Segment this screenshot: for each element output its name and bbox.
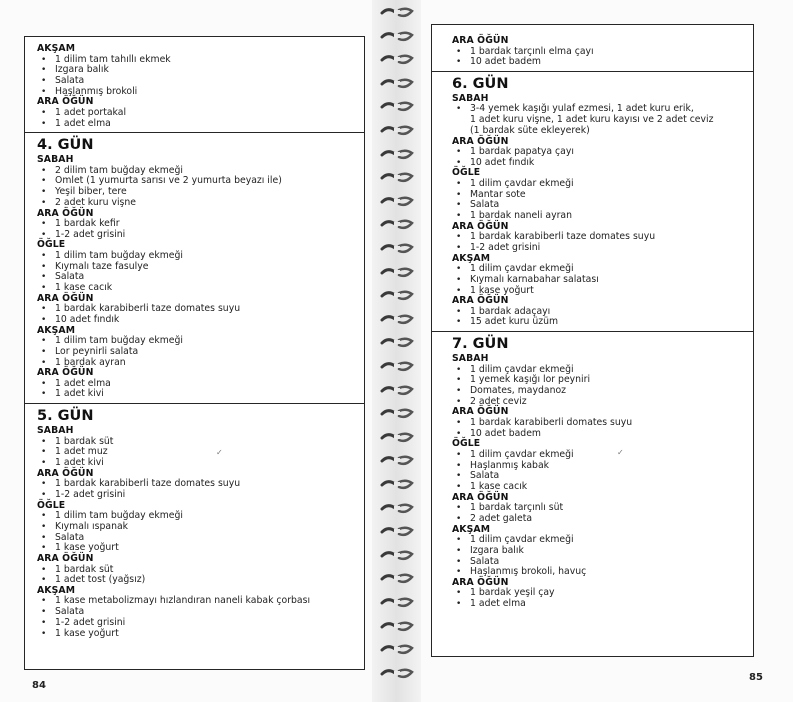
meal-section — [452, 222, 743, 254]
meal-heading: SABAH — [452, 92, 489, 104]
meal-item: • Salata — [452, 471, 743, 482]
meal-item: • Salata — [37, 533, 354, 544]
meal-item: • Izgara balık — [452, 546, 743, 557]
meal-item: • Kıymalı taze fasulye — [37, 262, 354, 273]
meal-section — [452, 94, 743, 137]
meal-item: • 1 bardak karabiberli taze domates suyu — [37, 479, 354, 490]
left-menu-box — [24, 36, 365, 670]
meal-section — [452, 137, 743, 169]
meal-heading: ARA ÖĞÜN — [37, 467, 94, 479]
divider-line — [432, 331, 753, 332]
meal-section — [452, 296, 743, 328]
meal-item: • Salata — [452, 200, 743, 211]
meal-item: • Yeşil biber, tere — [37, 187, 354, 198]
meal-heading: ARA ÖĞÜN — [37, 553, 94, 564]
meal-heading: ARA ÖĞÜN — [452, 135, 509, 147]
meal-section — [452, 578, 743, 610]
meal-item: • 1 adet portakal — [37, 108, 354, 119]
meal-list — [37, 479, 354, 500]
spiral-ring-icon — [379, 360, 415, 373]
meal-heading: ARA ÖĞÜN — [37, 367, 94, 379]
meal-item: • Salata — [37, 607, 354, 618]
day-title: 5. GÜN — [37, 408, 94, 425]
meal-section — [37, 469, 354, 501]
meal-heading: AKŞAM — [452, 252, 491, 264]
meal-list — [37, 219, 354, 240]
meal-item: • 10 adet fındık — [452, 158, 743, 169]
meal-item: • 1 bardak süt — [37, 565, 354, 576]
meal-item: • 1-2 adet grisini — [37, 490, 354, 501]
meal-section — [452, 525, 743, 578]
meal-item: • 1 yemek kaşığı lor peyniri — [452, 375, 743, 386]
meal-item: • Salata — [452, 557, 743, 568]
meal-item: • 2 adet galeta — [452, 514, 743, 525]
meal-section — [37, 368, 354, 400]
meal-item: • 15 adet kuru üzüm — [452, 317, 743, 328]
spiral-ring-icon — [379, 454, 415, 467]
meal-item: • 1 kase cacık — [452, 482, 743, 493]
meal-item: • 1 bardak adaçayı — [452, 307, 743, 318]
meal-heading: ARA ÖĞÜN — [37, 207, 94, 219]
meal-item: • 1 adet elma — [452, 599, 743, 610]
divider-line — [25, 132, 364, 133]
meal-item: • 1-2 adet grisini — [37, 230, 354, 241]
meal-item: • 1 bardak ayran — [37, 358, 354, 369]
meal-list — [452, 503, 743, 524]
meal-item: • 1 dilim tam buğday ekmeği — [37, 511, 354, 522]
meal-section — [452, 168, 743, 221]
meal-heading: SABAH — [37, 425, 74, 437]
meal-section — [452, 493, 743, 525]
day-title: 6. GÜN — [452, 75, 509, 92]
meal-list — [452, 264, 743, 296]
meal-item: • 1 bardak karabiberli domates suyu — [452, 418, 743, 429]
meal-list — [37, 55, 354, 98]
spiral-ring-icon — [379, 336, 415, 349]
meal-item: • 1 adet elma — [37, 119, 354, 130]
meal-item: • Domates, maydanoz — [452, 386, 743, 397]
meal-list — [37, 379, 354, 400]
meal-section — [452, 254, 743, 297]
spiral-ring-icon — [379, 525, 415, 538]
meal-list — [37, 304, 354, 325]
pen-mark: ✓ — [216, 448, 223, 457]
meal-item: • 1 bardak naneli ayran — [452, 211, 743, 222]
meal-section — [37, 294, 354, 326]
meal-heading: ÖĞLE — [37, 499, 66, 511]
meal-list — [452, 47, 743, 68]
meal-item: • 1 bardak kefir — [37, 219, 354, 230]
divider-line — [432, 71, 753, 72]
meal-item: • 1 dilim çavdar ekmeği — [452, 450, 743, 461]
meal-section — [37, 240, 354, 293]
meal-item: • Haşlanmış brokoli — [37, 87, 354, 98]
meal-section — [37, 44, 354, 97]
meal-item: • 3-4 yemek kaşığı yulaf ezmesi, 1 adet kuru erik, 1 adet kuru vişne, 1 adet kuru kayısı ve 2 adet ceviz (1 bardak süte ekleyerek) — [452, 104, 743, 136]
meal-item: • 2 adet kuru vişne — [37, 198, 354, 209]
meal-heading: SABAH — [37, 154, 74, 166]
meal-list — [452, 232, 743, 253]
meal-heading: AKŞAM — [37, 584, 76, 596]
meal-list — [37, 108, 354, 129]
meal-heading: ARA ÖĞÜN — [37, 96, 94, 108]
spiral-ring-icon — [379, 596, 415, 609]
meal-heading: ARA ÖĞÜN — [452, 295, 509, 307]
meal-section — [452, 36, 743, 68]
right-menu-box — [431, 24, 754, 657]
spiral-ring-icon — [379, 549, 415, 562]
spiral-ring-icon — [379, 478, 415, 491]
meal-item: • 2 dilim tam buğday ekmeği — [37, 166, 354, 177]
meal-item: • 1 bardak yeşil çay — [452, 588, 743, 599]
meal-section — [452, 354, 743, 407]
meal-item: • 1 adet muz — [37, 447, 354, 458]
meal-item: • 1 adet kivi — [37, 389, 354, 400]
spiral-ring-icon — [379, 77, 415, 90]
meal-item: • 1 kase cacık — [37, 283, 354, 294]
meal-list — [37, 437, 354, 469]
spiral-ring-icon — [379, 431, 415, 444]
meal-item: • 1 kase metabolizmayı hızlandıran naneli kabak çorbası — [37, 596, 354, 607]
spiral-ring-icon — [379, 667, 415, 680]
meal-list — [452, 179, 743, 222]
meal-list — [452, 418, 743, 439]
meal-heading: AKŞAM — [37, 324, 76, 336]
meal-item: • Haşlanmış brokoli, havuç — [452, 567, 743, 578]
meal-list — [37, 596, 354, 639]
meal-section — [37, 426, 354, 469]
spiral-ring-icon — [379, 407, 415, 420]
meal-list — [452, 365, 743, 408]
meal-heading: ARA ÖĞÜN — [452, 220, 509, 232]
meal-heading: AKŞAM — [37, 43, 76, 54]
spiral-ring-icon — [379, 266, 415, 279]
meal-item: • Kıymalı ıspanak — [37, 522, 354, 533]
meal-heading: ÖĞLE — [452, 167, 481, 179]
meal-item: • 1 kase yoğurt — [37, 629, 354, 640]
meal-item: • Salata — [37, 272, 354, 283]
meal-section — [37, 554, 354, 586]
meal-section — [452, 407, 743, 439]
spiral-ring-icon — [379, 218, 415, 231]
meal-heading: ARA ÖĞÜN — [452, 35, 509, 46]
meal-item: • 10 adet badem — [452, 57, 743, 68]
meal-heading: ARA ÖĞÜN — [452, 406, 509, 418]
page-number-left: 84 — [32, 680, 46, 691]
meal-section — [37, 501, 354, 554]
spiral-ring-icon — [379, 6, 415, 19]
spiral-ring-icon — [379, 195, 415, 208]
meal-item: • 2 adet ceviz — [452, 397, 743, 408]
meal-item: • Haşlanmış kabak — [452, 461, 743, 472]
meal-item: • Omlet (1 yumurta sarısı ve 2 yumurta beyazı ile) — [37, 176, 354, 187]
spiral-ring-icon — [379, 620, 415, 633]
meal-list — [37, 565, 354, 586]
meal-item: • 1 dilim tam tahıllı ekmek — [37, 55, 354, 66]
meal-list — [37, 251, 354, 294]
day-title: 4. GÜN — [37, 137, 94, 154]
meal-list — [452, 535, 743, 578]
meal-item: • Lor peynirli salata — [37, 347, 354, 358]
meal-item: • 1 dilim çavdar ekmeği — [452, 264, 743, 275]
meal-list — [452, 307, 743, 328]
meal-heading: ÖĞLE — [452, 438, 481, 450]
meal-item: • Salata — [37, 76, 354, 87]
meal-section — [37, 97, 354, 129]
meal-item: • 1 bardak tarçınlı elma çayı — [452, 47, 743, 58]
spiral-ring-icon — [379, 148, 415, 161]
meal-section — [37, 155, 354, 208]
meal-item: • Izgara balık — [37, 65, 354, 76]
meal-item: • 1 adet elma — [37, 379, 354, 390]
spiral-ring-icon — [379, 100, 415, 113]
meal-heading: ARA ÖĞÜN — [452, 491, 509, 503]
spiral-ring-icon — [379, 384, 415, 397]
divider-line — [25, 403, 364, 404]
page-number-right: 85 — [749, 672, 763, 683]
pen-mark: ✓ — [617, 448, 624, 457]
meal-item: • 1 adet tost (yağsız) — [37, 575, 354, 586]
meal-item: • Kıymalı karnabahar salatası — [452, 275, 743, 286]
meal-section — [37, 586, 354, 639]
meal-item: • 10 adet badem — [452, 429, 743, 440]
spiral-ring-icon — [379, 572, 415, 585]
meal-list — [452, 147, 743, 168]
spiral-ring-icon — [379, 124, 415, 137]
meal-item: • 1 kase yoğurt — [37, 543, 354, 554]
meal-heading: AKŞAM — [452, 523, 491, 535]
meal-item: • 1 bardak süt — [37, 437, 354, 448]
day-title: 7. GÜN — [452, 336, 509, 353]
meal-item: • Mantar sote — [452, 190, 743, 201]
meal-list — [452, 104, 743, 136]
meal-item: • 1 bardak tarçınlı süt — [452, 503, 743, 514]
meal-list — [37, 336, 354, 368]
meal-item: • 1 bardak karabiberli taze domates suyu — [37, 304, 354, 315]
meal-item: • 1 dilim çavdar ekmeği — [452, 365, 743, 376]
spiral-ring-icon — [379, 242, 415, 255]
spiral-ring-icon — [379, 289, 415, 302]
meal-section — [37, 209, 354, 241]
meal-heading: ARA ÖĞÜN — [452, 576, 509, 588]
meal-list — [37, 166, 354, 209]
meal-heading: ÖĞLE — [37, 239, 66, 251]
meal-item: • 1 dilim tam buğday ekmeği — [37, 251, 354, 262]
meal-list — [452, 450, 743, 493]
meal-item: • 1-2 adet grisini — [37, 618, 354, 629]
meal-item: • 1 dilim tam buğday ekmeği — [37, 336, 354, 347]
meal-list — [37, 511, 354, 554]
spiral-ring-icon — [379, 502, 415, 515]
meal-item: • 10 adet fındık — [37, 315, 354, 326]
meal-heading: SABAH — [452, 353, 489, 365]
meal-item: • 1 kase yoğurt — [452, 286, 743, 297]
spiral-binding — [372, 0, 421, 702]
meal-heading: ARA ÖĞÜN — [37, 292, 94, 304]
meal-item: • 1-2 adet grisini — [452, 243, 743, 254]
meal-section — [37, 326, 354, 369]
spiral-ring-icon — [379, 171, 415, 184]
spiral-ring-icon — [379, 30, 415, 43]
meal-list — [452, 588, 743, 609]
spiral-ring-icon — [379, 313, 415, 326]
meal-item: • 1 adet kivi — [37, 458, 354, 469]
meal-item: • 1 bardak papatya çayı — [452, 147, 743, 158]
meal-item: • 1 dilim çavdar ekmeği — [452, 179, 743, 190]
meal-section — [452, 439, 743, 492]
spiral-ring-icon — [379, 643, 415, 656]
meal-item: • 1 dilim çavdar ekmeği — [452, 535, 743, 546]
spiral-ring-icon — [379, 53, 415, 66]
meal-item: • 1 bardak karabiberli taze domates suyu — [452, 232, 743, 243]
